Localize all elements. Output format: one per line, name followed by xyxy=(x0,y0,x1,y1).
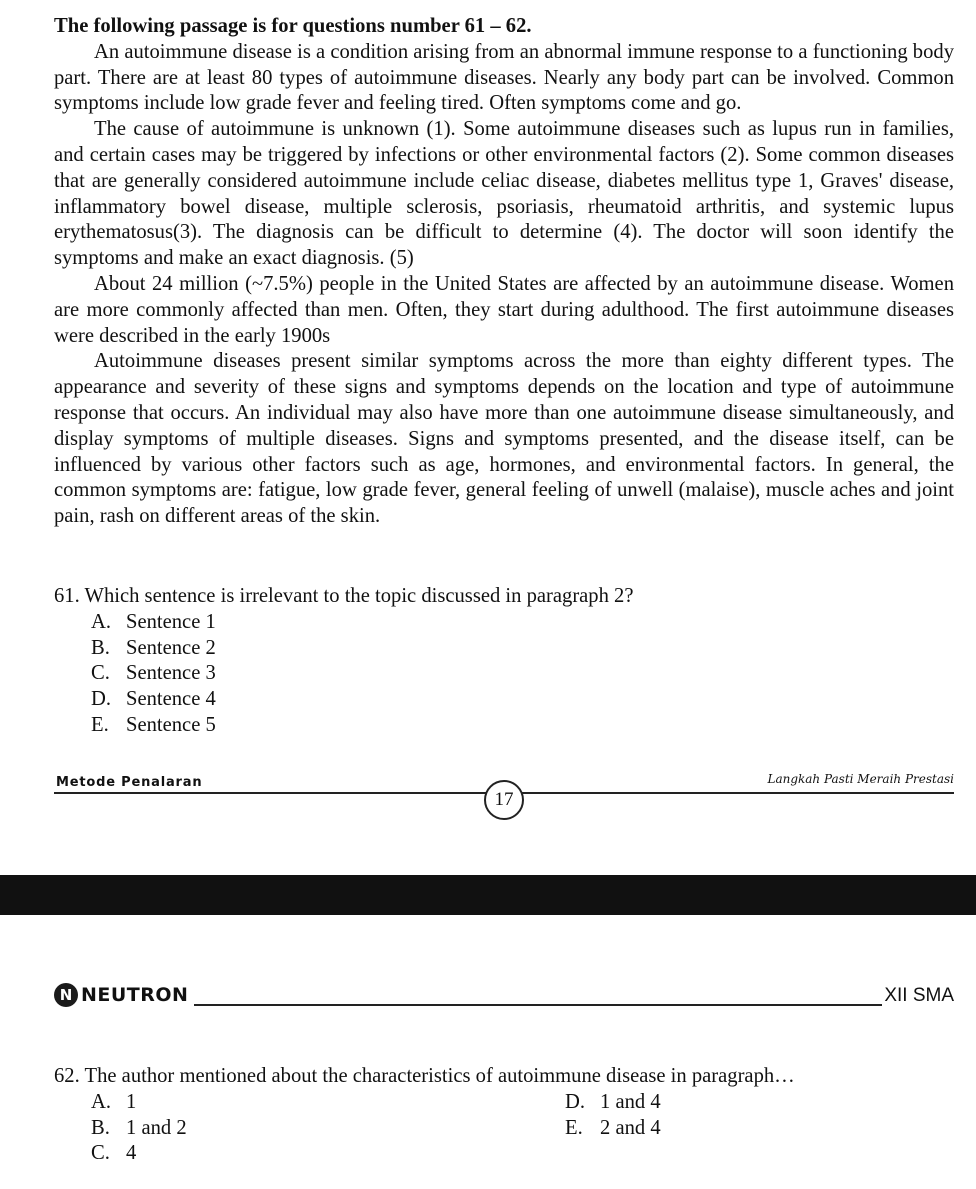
question-61-options xyxy=(54,610,954,739)
option-text: Sentence 4 xyxy=(126,688,216,711)
option-letter: B. xyxy=(91,636,110,659)
option-a[interactable] xyxy=(91,1090,565,1116)
option-letter: E. xyxy=(91,713,109,736)
passage-paragraph-1: An autoimmune disease is a condition arising from an abnormal immune response to a functioning body part. There are at least 80 types of autoimmune diseases. Nearly any body part can be involved. Common symptoms include low grade fever and feeling tired. Often symptoms come and go. xyxy=(54,40,954,115)
option-letter: A. xyxy=(91,610,112,633)
question-61-text: 61. Which sentence is irrelevant to the topic discussed in paragraph 2? xyxy=(54,585,634,607)
option-letter: E. xyxy=(565,1116,583,1139)
option-text: 1 and 2 xyxy=(126,1116,187,1139)
question-62 xyxy=(54,1064,954,1167)
option-letter: C. xyxy=(91,662,110,685)
page-number: 17 xyxy=(484,780,524,820)
neutron-logo-text: NEUTRON xyxy=(81,984,189,1006)
option-d[interactable] xyxy=(91,687,954,713)
option-letter: A. xyxy=(91,1090,112,1113)
neutron-logo xyxy=(54,983,188,1007)
passage-paragraph-4: Autoimmune diseases present similar symptoms across the more than eighty different types. The appearance and severity of these signs and symptoms depends on the location and type of autoimmune response that occurs. An individual may also have more than one autoimmune disease simultaneously, and display symptoms of multiple diseases. Signs and symptoms presented, and the disease itself, can be influenced by various other factors such as age, hormones, and environmental factors. In general, the common symptoms are: fatigue, low grade fever, general feeling of unwell (malaise), muscle aches and joint pain, rash on different areas of the skin. xyxy=(54,350,954,528)
option-text: 1 and 4 xyxy=(600,1090,661,1113)
footer-tagline: Langkah Pasti Meraih Prestasi xyxy=(767,772,954,786)
page-footer xyxy=(54,770,954,820)
option-a[interactable] xyxy=(91,610,954,636)
option-letter: C. xyxy=(91,1142,110,1165)
question-61 xyxy=(54,584,954,739)
option-text: Sentence 2 xyxy=(126,636,216,659)
option-text: 4 xyxy=(126,1142,137,1165)
passage-paragraph-3: About 24 million (~7.5%) people in the United States are affected by an autoimmune disease. Women are more commonly affected than men. Often, they start during adulthood. The first autoimmune diseases were described in the early 1900s xyxy=(54,272,954,347)
option-e[interactable] xyxy=(91,713,954,739)
option-d[interactable] xyxy=(565,1090,965,1116)
grade-label: XII SMA xyxy=(884,985,954,1006)
neutron-logo-icon: N xyxy=(54,983,78,1007)
option-letter: D. xyxy=(565,1090,586,1113)
option-letter: B. xyxy=(91,1116,110,1139)
option-c[interactable] xyxy=(91,1141,565,1167)
page-header xyxy=(54,983,954,1013)
option-b[interactable] xyxy=(91,1116,565,1142)
question-62-options xyxy=(54,1090,954,1167)
passage-paragraph-2: The cause of autoimmune is unknown (1). Some autoimmune diseases such as lupus run in families, and certain cases may be triggered by infections or other environmental factors (2). Some common diseases that are generally considered autoimmune include celiac disease, diabetes mellitus type 1, Graves' disease, inflammatory bowel disease, multiple sclerosis, psoriasis, rheumatoid arthritis, and systemic lupus erythematosus(3). The diagnosis can be difficult to determine (4). The doctor will soon identify the symptoms and make an exact diagnosis. (5) xyxy=(54,118,954,270)
passage-heading: The following passage is for questions number 61 – 62. xyxy=(54,15,532,37)
question-62-text: 62. The author mentioned about the characteristics of autoimmune disease in paragraph… xyxy=(54,1065,795,1087)
option-letter: D. xyxy=(91,688,112,711)
reading-passage xyxy=(54,14,954,530)
header-divider xyxy=(194,1004,882,1006)
option-text: 2 and 4 xyxy=(600,1116,661,1139)
option-text: Sentence 1 xyxy=(126,610,216,633)
option-text: 1 xyxy=(126,1090,137,1113)
footer-left-label: Metode Penalaran xyxy=(56,775,203,790)
option-text: Sentence 3 xyxy=(126,662,216,685)
option-b[interactable] xyxy=(91,636,954,662)
option-text: Sentence 5 xyxy=(126,713,216,736)
page-separator-band xyxy=(0,875,976,915)
option-e[interactable] xyxy=(565,1116,965,1142)
option-c[interactable] xyxy=(91,661,954,687)
